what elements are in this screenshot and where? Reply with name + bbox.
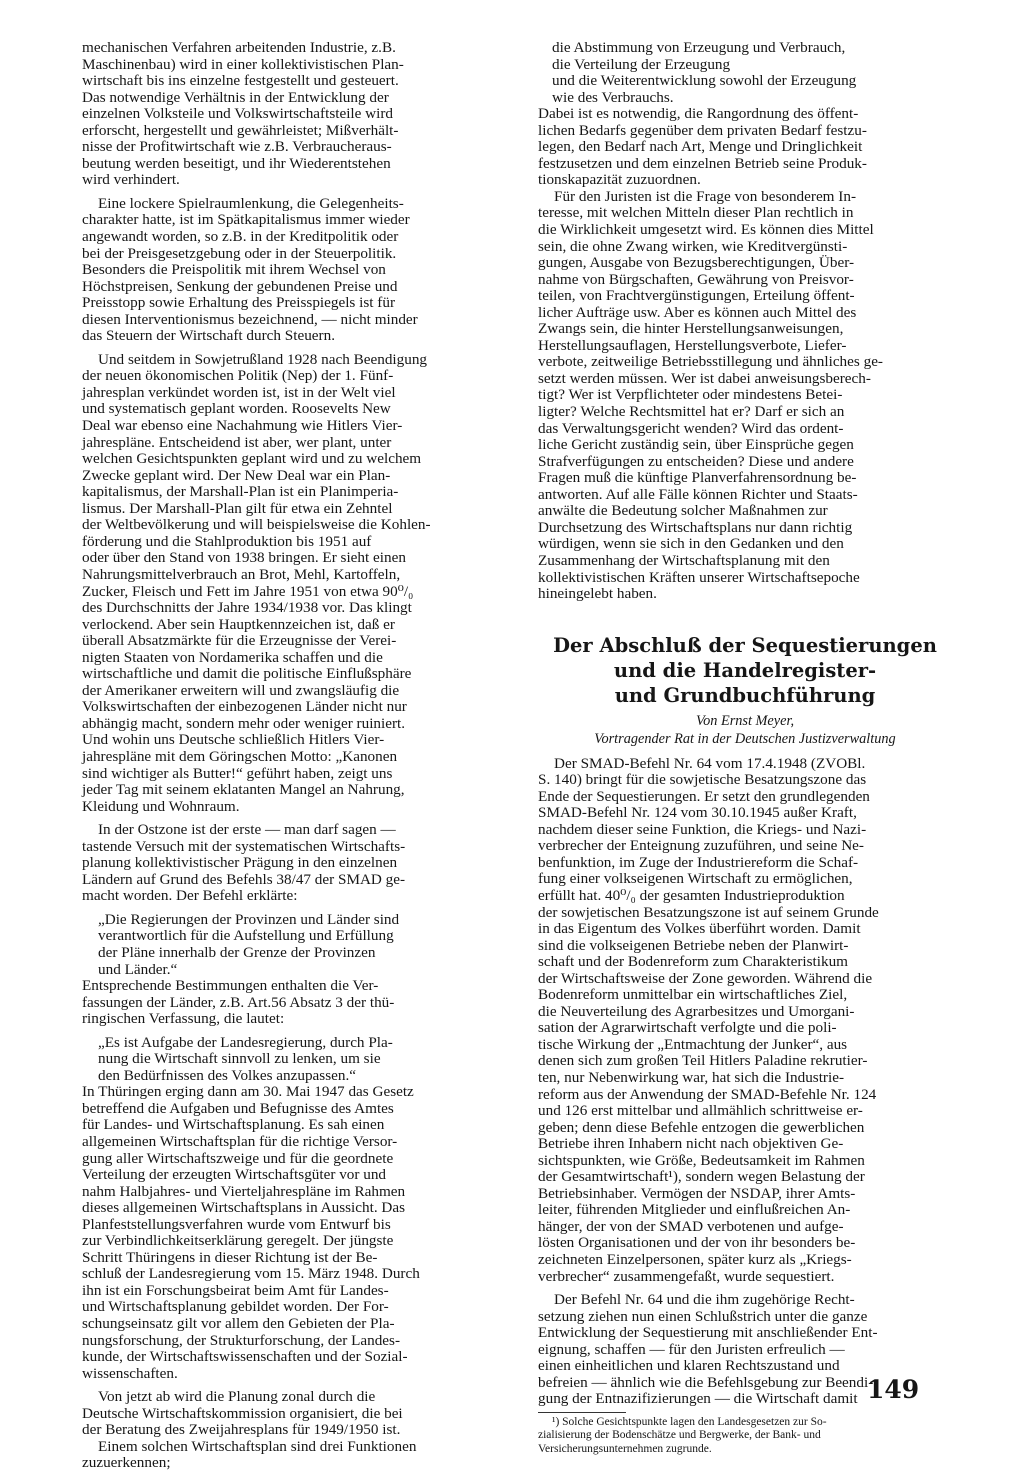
text-line: die Wirklichkeit umgesetzt wird. Es können dies Mittel <box>538 221 874 239</box>
text-line: einen einheitlichen und klaren Rechtszustand und <box>538 1357 840 1375</box>
left-column <box>82 40 502 1472</box>
text-line: Entwicklung der Sequestierung mit anschließender Ent- <box>538 1324 878 1342</box>
text-line: Nahrungsmittelverbrauch an Brot, Mehl, Kartoffeln, <box>82 565 401 583</box>
text-line: der Weltbevölkerung und will beispielsweise die Kohlen- <box>82 516 431 534</box>
text-line: wird verhindert. <box>82 171 180 189</box>
text-line: gungen, Ausgabe von Bezugsberechtigungen, Über- <box>538 254 855 272</box>
text-line: beutung werden beseitigt, und ihr Wiederentstehen <box>82 154 391 172</box>
text-line: verbote, zeitweilige Betriebsstillegung und ähnliches ge- <box>538 353 883 371</box>
text-line: Verteilung der erzeugten Wirtschaftsgüter vor und <box>82 1166 387 1184</box>
text-line: charakter hatte, ist im Spätkapitalismus immer wieder <box>82 211 410 229</box>
text-line: der Wirtschaftsweise der Zone geworden. Während die <box>538 969 873 987</box>
text-line: Betriebe ihren Inhabern nicht nach objektiven Ge- <box>538 1135 844 1153</box>
text-line: nungsforschung, der Strukturforschung, der Landes- <box>82 1331 401 1349</box>
text-line: teilen, von Frachtvergünstigungen, Erteilung öffent- <box>538 287 855 305</box>
text-line: macht worden. Der Befehl erklärte: <box>82 887 298 905</box>
text-line: wie des Verbrauchs. <box>552 88 674 106</box>
text-line: setzt werden müssen. Wer ist dabei anweisungsberech- <box>538 369 871 387</box>
text-line: welchen Gesichtspunkten geplant wird und zu welchem <box>82 450 422 468</box>
text-line: des Durchschnitts der Jahre 1934/1938 vor. Das klingt <box>82 599 412 617</box>
text-line: sind wichtiger als Butter!“ geführt haben, zeigt uns <box>82 764 393 782</box>
text-line: das Steuern der Wirtschaft durch Steuern. <box>82 327 335 345</box>
text-line: lösten Organisationen und der von ihr besonders be- <box>538 1234 856 1252</box>
text-line: anwälte die Bedeutung solcher Maßnahmen zur <box>538 502 828 520</box>
text-line: verbrecher der Enteignung zuzuführen, und seine Ne- <box>538 837 864 855</box>
text-line: die Verteilung der Erzeugung <box>552 55 731 73</box>
text-line: und systematisch geplant worden. Roosevelts New <box>82 400 391 418</box>
block-quote <box>98 1035 502 1085</box>
text-line: der neuen ökonomischen Politik (Nep) der 1. Fünf- <box>82 367 394 385</box>
text-line: jahrespläne mit dem Göringschen Motto: „Kanonen <box>82 747 398 765</box>
text-line: Dabei ist es notwendig, die Rangordnung des öffent- <box>538 105 859 123</box>
text-line: nigten Staaten von Nordamerika schaffen und die <box>82 648 383 666</box>
text-line: denen sich zum großen Teil Hitlers Paladine rekrutier- <box>538 1052 868 1070</box>
text-line: Versicherungsunternehmen zugrunde. <box>538 1442 712 1455</box>
paragraph <box>538 106 952 189</box>
text-line: hineingelebt haben. <box>538 585 657 603</box>
right-column <box>538 40 952 1456</box>
text-line: zeichneten Einzelpersonen, später kurz als „Kriegs- <box>538 1251 852 1268</box>
text-line: Ende der Sequestierungen. Er setzt den grundlegenden <box>538 787 870 805</box>
text-line: Schritt Thüringens in dieser Richtung ist der Be- <box>82 1248 378 1266</box>
text-line: reform aus der Anwendung der SMAD-Befehle Nr. 124 <box>538 1085 877 1103</box>
text-line: zur Verbindlichkeitserklärung geregelt. Der jüngste <box>82 1232 394 1250</box>
text-line: benfunktion, im Zuge der Industriereform die Schaf- <box>538 853 859 871</box>
text-line: diesen Interventionismus bezeichnend, — nicht minder <box>82 310 418 328</box>
text-line: Für den Juristen ist die Frage von besonderem In- <box>554 187 856 205</box>
byline-author: Von Ernst Meyer, <box>695 712 795 729</box>
text-line: angewandt worden, so z.B. in der Kreditpolitik oder <box>82 228 399 246</box>
text-line: ihn ist ein Forschungsbeirat beim Amt für Landes- <box>82 1281 389 1299</box>
text-line: In Thüringen erging dann am 30. Mai 1947 das Gesetz <box>82 1083 414 1101</box>
text-line: kunde, der Wirtschaftswissenschaften und der Sozial- <box>82 1348 408 1366</box>
text-line: abhängig macht, sondern mehr oder weniger ruiniert. <box>82 714 406 732</box>
text-line: liche Gericht zuständig sein, über Einsprüche gegen <box>538 436 854 454</box>
text-line: wissenschaften. <box>82 1364 178 1382</box>
text-line: „Die Regierungen der Provinzen und Länder sind <box>98 910 400 928</box>
text-line: sind die volkseigenen Betriebe neben der Planwirt- <box>538 936 849 954</box>
text-line: fassungen der Länder, z.B. Art.56 Absatz 3 der thü- <box>82 993 395 1011</box>
text-line: Planfeststellungsverfahren wurde vom Entwurf bis <box>82 1215 391 1233</box>
text-line: Volkswirtschaften der einbezogenen Länder nicht nur <box>82 698 407 716</box>
paragraph <box>538 756 952 1286</box>
text-line: Zwecke geplant wird. Der New Deal war ein Plan- <box>82 466 391 484</box>
paragraph <box>82 822 502 905</box>
text-line: erfüllt hat. 40⁰/₀ der gesamten Industrieproduktion <box>538 886 845 904</box>
text-line: jeder Tag mit seinem eklatanten Mangel an Nahrung, <box>82 781 405 799</box>
text-line: gung aller Wirtschaftszweige und für die geordnete <box>82 1149 394 1167</box>
text-line: nahme von Bürgschaften, Gewährung von Preisvor- <box>538 270 854 288</box>
text-line: Und seitdem in Sowjetrußland 1928 nach Beendigung <box>98 350 428 368</box>
text-line: eignung, schaffen — für den Juristen erfreulich — <box>538 1340 845 1358</box>
text-line: für Landes- und Wirtschaftsplanung. Es sah einen <box>82 1116 385 1134</box>
text-line: leiter, führenden Mitglieder und einflußreichen An- <box>538 1201 851 1219</box>
text-line: ¹) Solche Gesichtspunkte lagen den Landesgesetzen zur So- <box>552 1415 827 1428</box>
text-line: und Länder.“ <box>98 960 178 978</box>
text-line: Deal war ebenso eine Nachahmung wie Hitlers Vier- <box>82 417 403 435</box>
text-line: Betriebsinhaber. Vermögen der NSDAP, ihrer Amts- <box>538 1184 856 1202</box>
text-line: Entsprechende Bestimmungen enthalten die Ver- <box>82 977 379 995</box>
text-line: nachdem dieser seine Funktion, die Kriegs- und Nazi- <box>538 820 867 838</box>
text-line: wirtschaft bis ins einzelne festgestellt und gesteuert. <box>82 72 399 90</box>
text-line: jahrespläne. Entscheidend ist aber, wer plant, unter <box>82 433 392 451</box>
text-line: in das Eigentum des Volkes überführt worden. Damit <box>538 920 861 938</box>
page-number: 149 <box>867 1375 920 1404</box>
text-line: den Bedürfnissen des Volkes anzupassen.“ <box>98 1066 356 1084</box>
text-line: Einem solchen Wirtschaftsplan sind drei Funktionen <box>98 1437 417 1455</box>
text-line: lismus. Der Marshall-Plan gilt für etwa ein Zehntel <box>82 499 393 517</box>
text-line: der Beratung des Zweijahresplans für 1949/1950 ist. <box>82 1421 401 1439</box>
paragraph <box>82 352 502 815</box>
text-line: wirtschaftliche und damit die politische Einflußsphäre <box>82 665 412 683</box>
text-line: Strafverfügungen zu entscheiden? Diese und andere <box>538 452 854 470</box>
text-line: tionskapazität zuzuordnen. <box>538 171 701 189</box>
text-line: Herstellungsauflagen, Herstellungsverbote, Liefer- <box>538 336 847 354</box>
text-line: Maschinenbau) wird in einer kollektivistischen Plan- <box>82 55 404 73</box>
text-line: tastende Versuch mit der systematischen Wirtschafts- <box>82 837 406 855</box>
text-line: bei der Preisgesetzgebung oder in der Steuerpolitik. <box>82 244 397 262</box>
text-line: Zucker, Fleisch und Fett im Jahre 1951 von etwa 90⁰/₀ <box>82 582 414 600</box>
text-line: In der Ostzone ist der erste — man darf sagen — <box>98 821 396 839</box>
text-line: S. 140) bringt für die sowjetische Besatzungszone das <box>538 771 867 789</box>
text-line: sichtspunkten, wie Größe, Bedeutsamkeit im Rahmen <box>538 1151 865 1169</box>
text-line: mechanischen Verfahren arbeitenden Industrie, z.B. <box>82 39 396 56</box>
text-line: Ländern auf Grund des Befehls 38/47 der SMAD ge- <box>82 870 406 888</box>
text-line: Von jetzt ab wird die Planung zonal durch die <box>98 1388 376 1406</box>
text-line: der Pläne innerhalb der Grenze der Provinzen <box>98 943 376 961</box>
footnote-divider <box>538 1412 626 1413</box>
text-line: Fragen muß die künftige Planverfahrensordnung be- <box>538 469 857 487</box>
text-line: festzusetzen und dem einzelnen Betrieb seine Produk- <box>538 154 867 172</box>
text-line: Deutsche Wirtschaftskommission organisiert, die bei <box>82 1404 403 1422</box>
text-line: hänger, der von der SMAD verbotenen und aufge- <box>538 1217 844 1235</box>
text-line: die Neuverteilung des Agrarbesitzes und Umorgani- <box>538 1002 855 1020</box>
text-line: oder über den Stand von 1938 bringen. Er sieht einen <box>82 549 406 567</box>
article-heading <box>538 633 952 708</box>
text-line: Der Abschluß der Sequestierungen <box>553 633 937 657</box>
text-line: kollektivistischen Kräften unserer Wirtschaftsepoche <box>538 568 860 586</box>
text-line: der sowjetischen Besatzungszone ist auf seinem Grunde <box>538 903 879 921</box>
text-line: antworten. Auf alle Fälle können Richter und Staats- <box>538 485 858 503</box>
text-line: Das notwendige Verhältnis in der Entwicklung der <box>82 88 389 106</box>
text-line: planung kollektivistischer Prägung in den einzelnen <box>82 854 398 872</box>
paragraph <box>538 189 952 603</box>
text-line: geben; denn diese Befehle entzogen die gewerblichen <box>538 1118 865 1136</box>
text-line: Besonders die Preispolitik mit ihrem Wechsel von <box>82 261 386 279</box>
text-line: überall Absatzmärkte für die Erzeugnisse der Verei- <box>82 632 397 650</box>
text-line: Und wohin uns Deutsche schließlich Hitlers Vier- <box>82 731 385 749</box>
text-line: verlockend. Aber sein Hauptkennzeichen ist, daß er <box>82 615 395 633</box>
text-line: erforscht, hergestellt und gewährleistet; Mißverhält- <box>82 121 399 139</box>
text-line: förderung und die Stahlproduktion bis 1951 auf <box>82 532 372 550</box>
byline-role: Vortragender Rat in der Deutschen Justizverwaltung <box>594 730 896 747</box>
text-line: tigt? Wer ist Verpflichteter oder mindestens Betei- <box>538 386 843 404</box>
text-line: tische Wirkung der „Entmachtung der Junker“, aus <box>538 1035 848 1053</box>
text-line: schaft und der Bodenreform zum Charakteristikum <box>538 953 848 971</box>
text-line: teresse, mit welchen Mitteln dieser Plan rechtlich in <box>538 204 854 222</box>
text-line: schungseinsatz gilt vor allem den Gebieten der Pla- <box>82 1315 395 1333</box>
text-line: einzelnen Volksteile und Volkswirtschaftsteile wird <box>82 105 394 123</box>
text-line: und die Weiterentwicklung sowohl der Erzeugung <box>552 72 857 90</box>
block-quote <box>98 912 502 978</box>
paragraph <box>82 1084 502 1382</box>
text-line: zuzuerkennen; <box>82 1454 171 1472</box>
text-line: ligter? Welche Rechtsmittel hat er? Darf er sich an <box>538 403 845 421</box>
text-line: Kleidung und Wohnraum. <box>82 797 240 815</box>
text-line: sein, die ohne Zwang wirken, wie Kreditvergünsti- <box>538 237 848 255</box>
paragraph <box>82 40 502 189</box>
text-line: das Verwaltungsgericht wenden? Wird das ordent- <box>538 419 844 437</box>
paragraph <box>82 978 502 1028</box>
text-line: schluß der Landesregierung vom 15. März 1948. Durch <box>82 1265 420 1283</box>
paragraph <box>82 196 502 345</box>
text-line: allgemeinen Wirtschaftsplan für die richtige Versor- <box>82 1133 398 1150</box>
text-line: die Abstimmung von Erzeugung und Verbrauch, <box>552 39 846 56</box>
text-line: ten, nur Nebenwirkung war, hat sich die Industrie- <box>538 1068 845 1086</box>
footnote <box>538 1416 952 1456</box>
text-line: licher Aufträge usw. Aber es können auch Mittel des <box>538 303 857 321</box>
text-line: ringischen Verfassung, die lautet: <box>82 1010 285 1028</box>
text-line: der Gesamtwirtschaft¹), sondern wegen Belastung der <box>538 1168 865 1186</box>
text-line: Zwangs sein, die hinter Herstellungsanweisungen, <box>538 320 844 338</box>
text-line: fung einer volkseigenen Wirtschaft zu ermöglichen, <box>538 870 853 888</box>
paragraph <box>82 1389 502 1439</box>
text-line: Der SMAD-Befehl Nr. 64 vom 17.4.1948 (ZVOBl. <box>554 754 866 772</box>
text-line: gung der Entnazifizierungen — die Wirtschaft damit <box>538 1390 858 1408</box>
text-line: verantwortlich für die Aufstellung und Erfüllung <box>98 927 394 945</box>
text-line: nisse der Profitwirtschaft wie z.B. Verbraucheraus- <box>82 138 392 156</box>
text-line: nahm Halbjahres- und Vierteljahrespläne im Rahmen <box>82 1182 406 1200</box>
text-line: Höchstpreisen, Senkung der gebundenen Preise und <box>82 277 398 295</box>
text-line: und Grundbuchführung <box>614 683 876 707</box>
text-line: betreffend die Aufgaben und Befugnisse des Amtes <box>82 1099 394 1117</box>
text-line: kapitalismus, der Marshall-Plan ist ein Planimperia- <box>82 483 399 501</box>
function-list <box>552 40 952 106</box>
paragraph <box>82 1439 502 1472</box>
text-line: dieses allgemeinen Wirtschaftsplans in Aussicht. Das <box>82 1199 406 1217</box>
text-line: setzung ziehen nun einen Schlußstrich unter die ganze <box>538 1307 868 1325</box>
text-line: der Amerikaner erweitern will und zwangsläufig die <box>82 681 400 699</box>
text-line: Bodenreform unmittelbar ein wirtschaftliches Ziel, <box>538 986 848 1004</box>
text-line: befreien — ähnlich wie die Befehlsgebung zur Beendi- <box>538 1373 874 1391</box>
text-line: und die Handelregister- <box>613 658 877 682</box>
text-line: legen, den Bedarf nach Art, Menge und Dringlichkeit <box>538 138 863 156</box>
text-line: Zusammenhang der Wirtschaftsplanung mit den <box>538 551 830 569</box>
text-line: jahresplan verkündet worden ist, ist in der Welt viel <box>82 383 396 401</box>
text-line: und Wirtschaftsplanung gebildet worden. Der For- <box>82 1298 389 1316</box>
text-line: Preisstopp sowie Erhaltung des Preisspiegels ist für <box>82 294 395 312</box>
text-line: und 126 erst mittelbar und allmählich schrittweise er- <box>538 1102 863 1120</box>
text-line: lichen Bedarfs gegenüber dem privaten Bedarf festzu- <box>538 121 867 139</box>
text-line: würdigen, wenn sie sich in den Gedanken und den <box>538 535 844 553</box>
text-line: Durchsetzung des Wirtschaftsplans nur dann richtig <box>538 518 853 536</box>
text-line: verbrecher“ zusammengefaßt, wurde sequestiert. <box>538 1267 835 1285</box>
text-line: Der Befehl Nr. 64 und die ihm zugehörige Recht- <box>554 1291 855 1309</box>
text-line: zialisierung der Bodenschätze und Bergwerke, der Bank- und <box>538 1429 821 1442</box>
text-line: „Es ist Aufgabe der Landesregierung, durch Pla- <box>98 1033 393 1051</box>
text-line: SMAD-Befehl Nr. 124 vom 30.10.1945 außer Kraft, <box>538 804 857 822</box>
text-line: nung die Wirtschaft sinnvoll zu lenken, um sie <box>98 1050 381 1068</box>
text-line: Eine lockere Spielraumlenkung, die Gelegenheits- <box>98 194 404 212</box>
text-line: sation der Agrarwirtschaft verfolgte und die poli- <box>538 1019 837 1037</box>
